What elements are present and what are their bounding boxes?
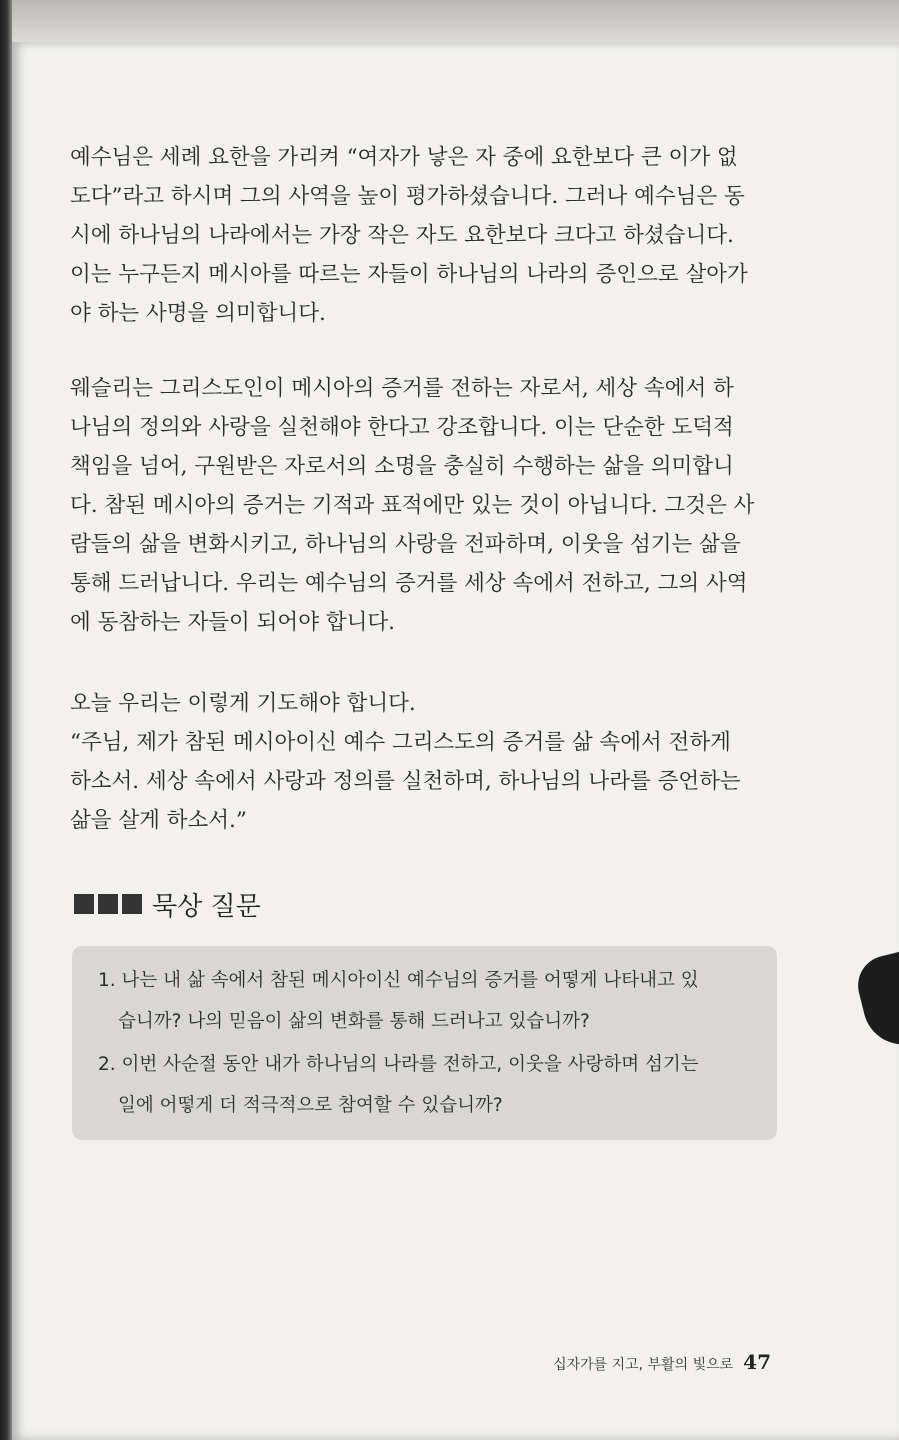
paragraph-line: 이는 누구든지 메시아를 따르는 자들이 하나님의 나라의 증인으로 살아가 — [70, 262, 748, 287]
paragraph-line: 야 하는 사명을 의미합니다. — [70, 301, 326, 326]
question-line: 2. 이번 사순절 동안 내가 하나님의 나라를 전하고, 이웃을 사랑하며 섬기는 — [98, 1054, 699, 1075]
question-line: 1. 나는 내 삶 속에서 참된 메시아이신 예수님의 증거를 어떻게 나타내고 있 — [98, 970, 699, 991]
paragraph-line: 에 동참하는 자들이 되어야 합니다. — [70, 610, 395, 635]
square-bullet-icon — [74, 894, 94, 914]
paragraph-line: 책임을 넘어, 구원받은 자로서의 소명을 충실히 수행하는 삶을 의미합니 — [70, 454, 734, 479]
paragraph-line: 나님의 정의와 사랑을 실천해야 한다고 강조합니다. 이는 단순한 도덕적 — [70, 415, 734, 440]
page-number: 47 — [743, 1350, 771, 1374]
paragraph-line: 예수님은 세례 요한을 가리켜 “여자가 낳은 자 중에 요한보다 큰 이가 없 — [70, 145, 738, 170]
meditation-header — [74, 884, 261, 924]
paragraph-line: 시에 하나님의 나라에서는 가장 작은 자도 요한보다 크다고 하셨습니다. — [70, 223, 734, 248]
book-binding-edge — [0, 0, 12, 1440]
paragraph-line: 람들의 삶을 변화시키고, 하나님의 사랑을 전파하며, 이웃을 섬기는 삶을 — [70, 532, 741, 557]
question-line: 일에 어떻게 더 적극적으로 참여할 수 있습니까? — [118, 1095, 503, 1116]
meditation-questions-box — [72, 946, 777, 1140]
question-line: 습니까? 나의 믿음이 삶의 변화를 통해 드러나고 있습니까? — [118, 1011, 590, 1032]
body-paragraph-1 — [70, 138, 782, 333]
meditation-title: 묵상 질문 — [152, 891, 261, 922]
paragraph-line: 오늘 우리는 이렇게 기도해야 합니다. — [70, 691, 416, 716]
question-item-1 — [98, 960, 758, 1042]
body-paragraph-2 — [70, 369, 782, 642]
paragraph-line: 삶을 살게 하소서.” — [70, 808, 247, 833]
paragraph-line: 다. 참된 메시아의 증거는 기적과 표적에만 있는 것이 아닙니다. 그것은 사 — [70, 493, 755, 518]
prayer-paragraph — [70, 684, 782, 840]
square-bullet-icon — [122, 894, 142, 914]
paragraph-line: 도다”라고 하시며 그의 사역을 높이 평가하셨습니다. 그러나 예수님은 동 — [70, 184, 745, 209]
square-bullet-icon — [98, 894, 118, 914]
paragraph-line: 웨슬리는 그리스도인이 메시아의 증거를 전하는 자로서, 세상 속에서 하 — [70, 376, 734, 401]
paragraph-line: 통해 드러납니다. 우리는 예수님의 증거를 세상 속에서 전하고, 그의 사역 — [70, 571, 748, 596]
paragraph-line: 하소서. 세상 속에서 사랑과 정의를 실천하며, 하나님의 나라를 증언하는 — [70, 769, 741, 794]
question-item-2 — [98, 1044, 758, 1126]
paragraph-line: “주님, 제가 참된 메시아이신 예수 그리스도의 증거를 삶 속에서 전하게 — [70, 730, 731, 755]
page-footer — [553, 1350, 771, 1374]
book-title: 십자가를 지고, 부활의 빛으로 — [553, 1357, 734, 1373]
previous-page-strip — [12, 0, 899, 42]
